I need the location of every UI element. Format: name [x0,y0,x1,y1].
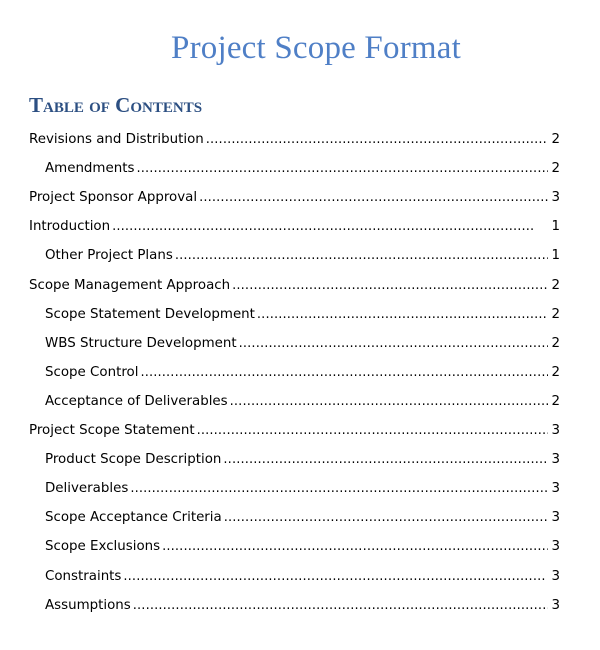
toc-entry[interactable] [45,244,560,268]
toc-entry-page-number: 2 [551,132,560,147]
toc-entry[interactable] [29,419,560,443]
toc-entry-title: Revisions and Distribution [29,132,204,147]
toc-entry-page-number: 3 [551,190,560,206]
toc-entry-page-number: 2 [551,306,560,322]
toc-entry-title: Acceptance of Deliverables [45,393,228,409]
toc-entry-page-number: 3 [551,539,560,555]
toc-entry-title: Scope Management Approach [29,277,231,293]
toc-entry-page-number: 2 [551,393,560,409]
toc-entry[interactable] [45,448,560,472]
toc-entry[interactable] [29,128,560,152]
toc-entry-page-number: 2 [551,335,560,351]
toc-entry-page-number: 3 [551,423,560,438]
toc-entry[interactable] [45,506,560,530]
toc-entry-page-number: 3 [551,481,560,497]
toc-dot-leader [133,594,549,618]
toc-entry-title: Scope Acceptance Criteria [45,510,222,526]
toc-entry[interactable] [45,390,560,414]
toc-heading: Table of Contents [29,93,203,117]
toc-entry-title: Scope Control [45,364,139,380]
toc-entry-title: Scope Exclusions [45,539,161,555]
toc-entry-title: Deliverables [45,481,129,497]
toc-entry[interactable] [45,477,560,501]
toc-dot-leader [175,244,549,268]
toc-dot-leader [239,332,549,356]
toc-dot-leader [112,215,548,239]
toc-entry-page-number: 2 [551,161,560,177]
toc-entry[interactable] [45,594,560,618]
toc-entry[interactable] [45,332,560,356]
toc-entry-title: Project Sponsor Approval [29,190,198,206]
toc-entry-title: Constraints [45,568,122,584]
toc-dot-leader [223,448,548,472]
toc-dot-leader [232,274,548,298]
toc-entry-page-number: 3 [551,510,560,526]
toc-entry[interactable] [45,303,560,327]
toc-entry-page-number: 2 [551,364,560,380]
toc-entry-title: Assumptions [45,597,131,613]
toc-dot-leader [162,535,548,559]
toc-entry-title: Product Scope Description [45,452,222,468]
toc-dot-leader [224,506,549,530]
toc-entry[interactable] [29,215,560,239]
toc-entry[interactable] [45,361,560,385]
toc-entry-page-number: 3 [551,568,560,584]
toc-dot-leader [199,186,548,210]
toc-entry[interactable] [45,535,560,559]
toc-entry-page-number: 3 [551,597,560,613]
toc-entry[interactable] [29,274,560,298]
toc-entry-title: Project Scope Statement [29,423,195,438]
toc-entry-title: WBS Structure Development [45,335,237,351]
toc-dot-leader [140,361,548,385]
toc-entry-page-number: 2 [551,277,560,293]
toc-dot-leader [130,477,548,501]
toc-entry-page-number: 1 [551,219,560,235]
toc-dot-leader [136,157,548,181]
toc-entry-page-number: 1 [551,248,560,264]
toc-dot-leader [257,303,549,327]
toc-entry-title: Introduction [29,219,111,235]
toc-dot-leader [206,128,549,152]
toc-entry[interactable] [29,186,560,210]
toc-dot-leader [230,390,549,414]
toc-entry-title: Other Project Plans [45,248,173,264]
toc-entry-page-number: 3 [551,452,560,468]
toc-entry[interactable] [45,565,560,589]
toc-entry-title: Scope Statement Development [45,306,255,322]
toc-dot-leader [197,419,549,443]
toc-entry[interactable] [45,157,560,181]
toc-dot-leader [123,565,548,589]
document-title: Project Scope Format [171,30,461,66]
toc-entry-title: Amendments [45,161,135,177]
